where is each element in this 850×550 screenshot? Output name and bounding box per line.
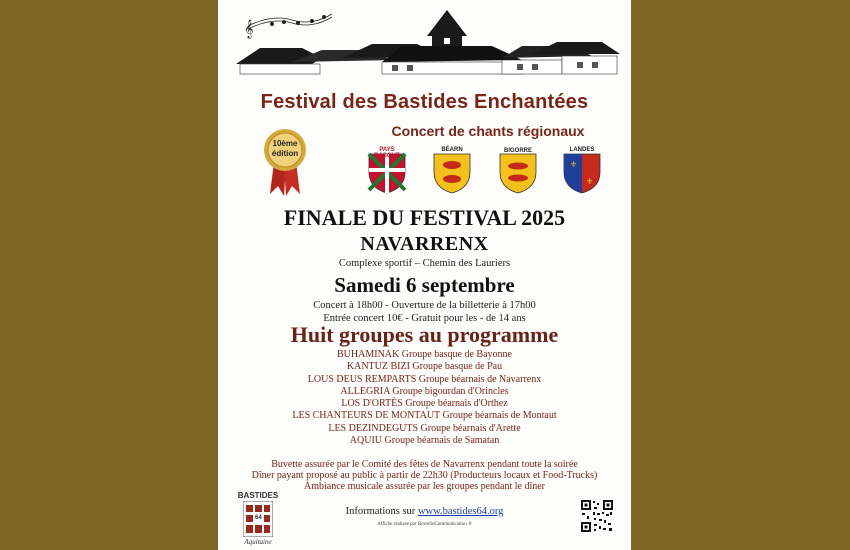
note-line: Dîner payant proposé au public à partir de 22h30 (Producteurs locaux et Food-Trucks) <box>251 470 598 481</box>
price-text: Entrée concert 10€ - Gratuit pour les - de 14 ans <box>323 313 526 324</box>
logo-number: 64 <box>255 515 262 521</box>
svg-text:⚜: ⚜ <box>586 177 594 186</box>
list-item: AQUIU Groupe béarnais de Samatan <box>349 435 500 447</box>
website-link[interactable]: www.bastides64.org <box>417 506 504 517</box>
shield-label-bearn: BÉARN <box>441 147 463 153</box>
groups-heading: Huit groupes au programme <box>290 322 559 347</box>
shield-bearn <box>432 148 472 194</box>
list-item: LOUS DEUS REMPARTS Groupe béarnais de Navarrenx <box>307 373 542 385</box>
note-line: Ambiance musicale assurée par les groupes pendant le dîner <box>303 481 546 492</box>
credit-text: Affiche réalisée par BorrelloCommunication ® <box>377 522 472 527</box>
qr-code[interactable] <box>580 499 614 533</box>
festival-title: Festival des Bastides Enchantées <box>260 91 589 113</box>
venue-text: Complexe sportif – Chemin des Lauriers <box>338 258 511 269</box>
list-item: LES CHANTEURS DE MONTAUT Groupe béarnais de Montaut <box>292 410 557 422</box>
city-heading: NAVARRENX <box>360 233 489 255</box>
shield-landes <box>562 148 602 194</box>
note-line: Buvette assurée par le Comité des fêtes de Navarrenx pendant toute la soirée <box>271 459 578 470</box>
groups-list <box>218 349 631 447</box>
festival-poster <box>218 0 631 550</box>
list-item: ALLEGRIA Groupe bigourdan d'Orincles <box>340 385 509 397</box>
logo-bottom-text: Aquitaine <box>244 538 272 546</box>
list-item: KANTUZ BIZI Groupe basque de Pau <box>346 361 503 373</box>
shield-label-bigorre: BIGORRE <box>503 148 532 154</box>
notes-block <box>218 459 631 492</box>
bastides-logo <box>233 491 283 547</box>
list-item: LES DEZINDEGUTS Groupe béarnais d'Arette <box>328 422 521 434</box>
shield-label-landes: LANDES <box>569 147 595 153</box>
finale-heading: FINALE DU FESTIVAL 2025 <box>283 205 566 230</box>
svg-text:⚜: ⚜ <box>570 160 578 169</box>
list-item: LOS D'ORTÈS Groupe béarnais d'Orthez <box>341 398 508 410</box>
list-item: BUHAMINAK Groupe basque de Bayonne <box>337 349 512 360</box>
badge-line-1: 10ème <box>272 139 298 148</box>
svg-text:𝄞: 𝄞 <box>244 21 254 38</box>
edition-badge <box>262 128 308 198</box>
badge-line-2: édition <box>271 149 299 158</box>
info-line <box>218 506 631 517</box>
event-date: Samedi 6 septembre <box>334 273 515 297</box>
festival-subtitle: Concert de chants régionaux <box>391 123 585 139</box>
village-skyline-illustration <box>232 6 622 80</box>
hours-text: Concert à 18h00 - Ouverture de la billetterie à 17h00 <box>313 300 536 311</box>
shield-bigorre <box>498 148 538 194</box>
shield-pays-basque <box>367 148 407 194</box>
info-prefix: Informations sur <box>345 506 418 517</box>
shield-label-pays-basque: PAYS BASQUE <box>374 147 400 159</box>
logo-top-text: BASTIDES <box>237 491 279 500</box>
